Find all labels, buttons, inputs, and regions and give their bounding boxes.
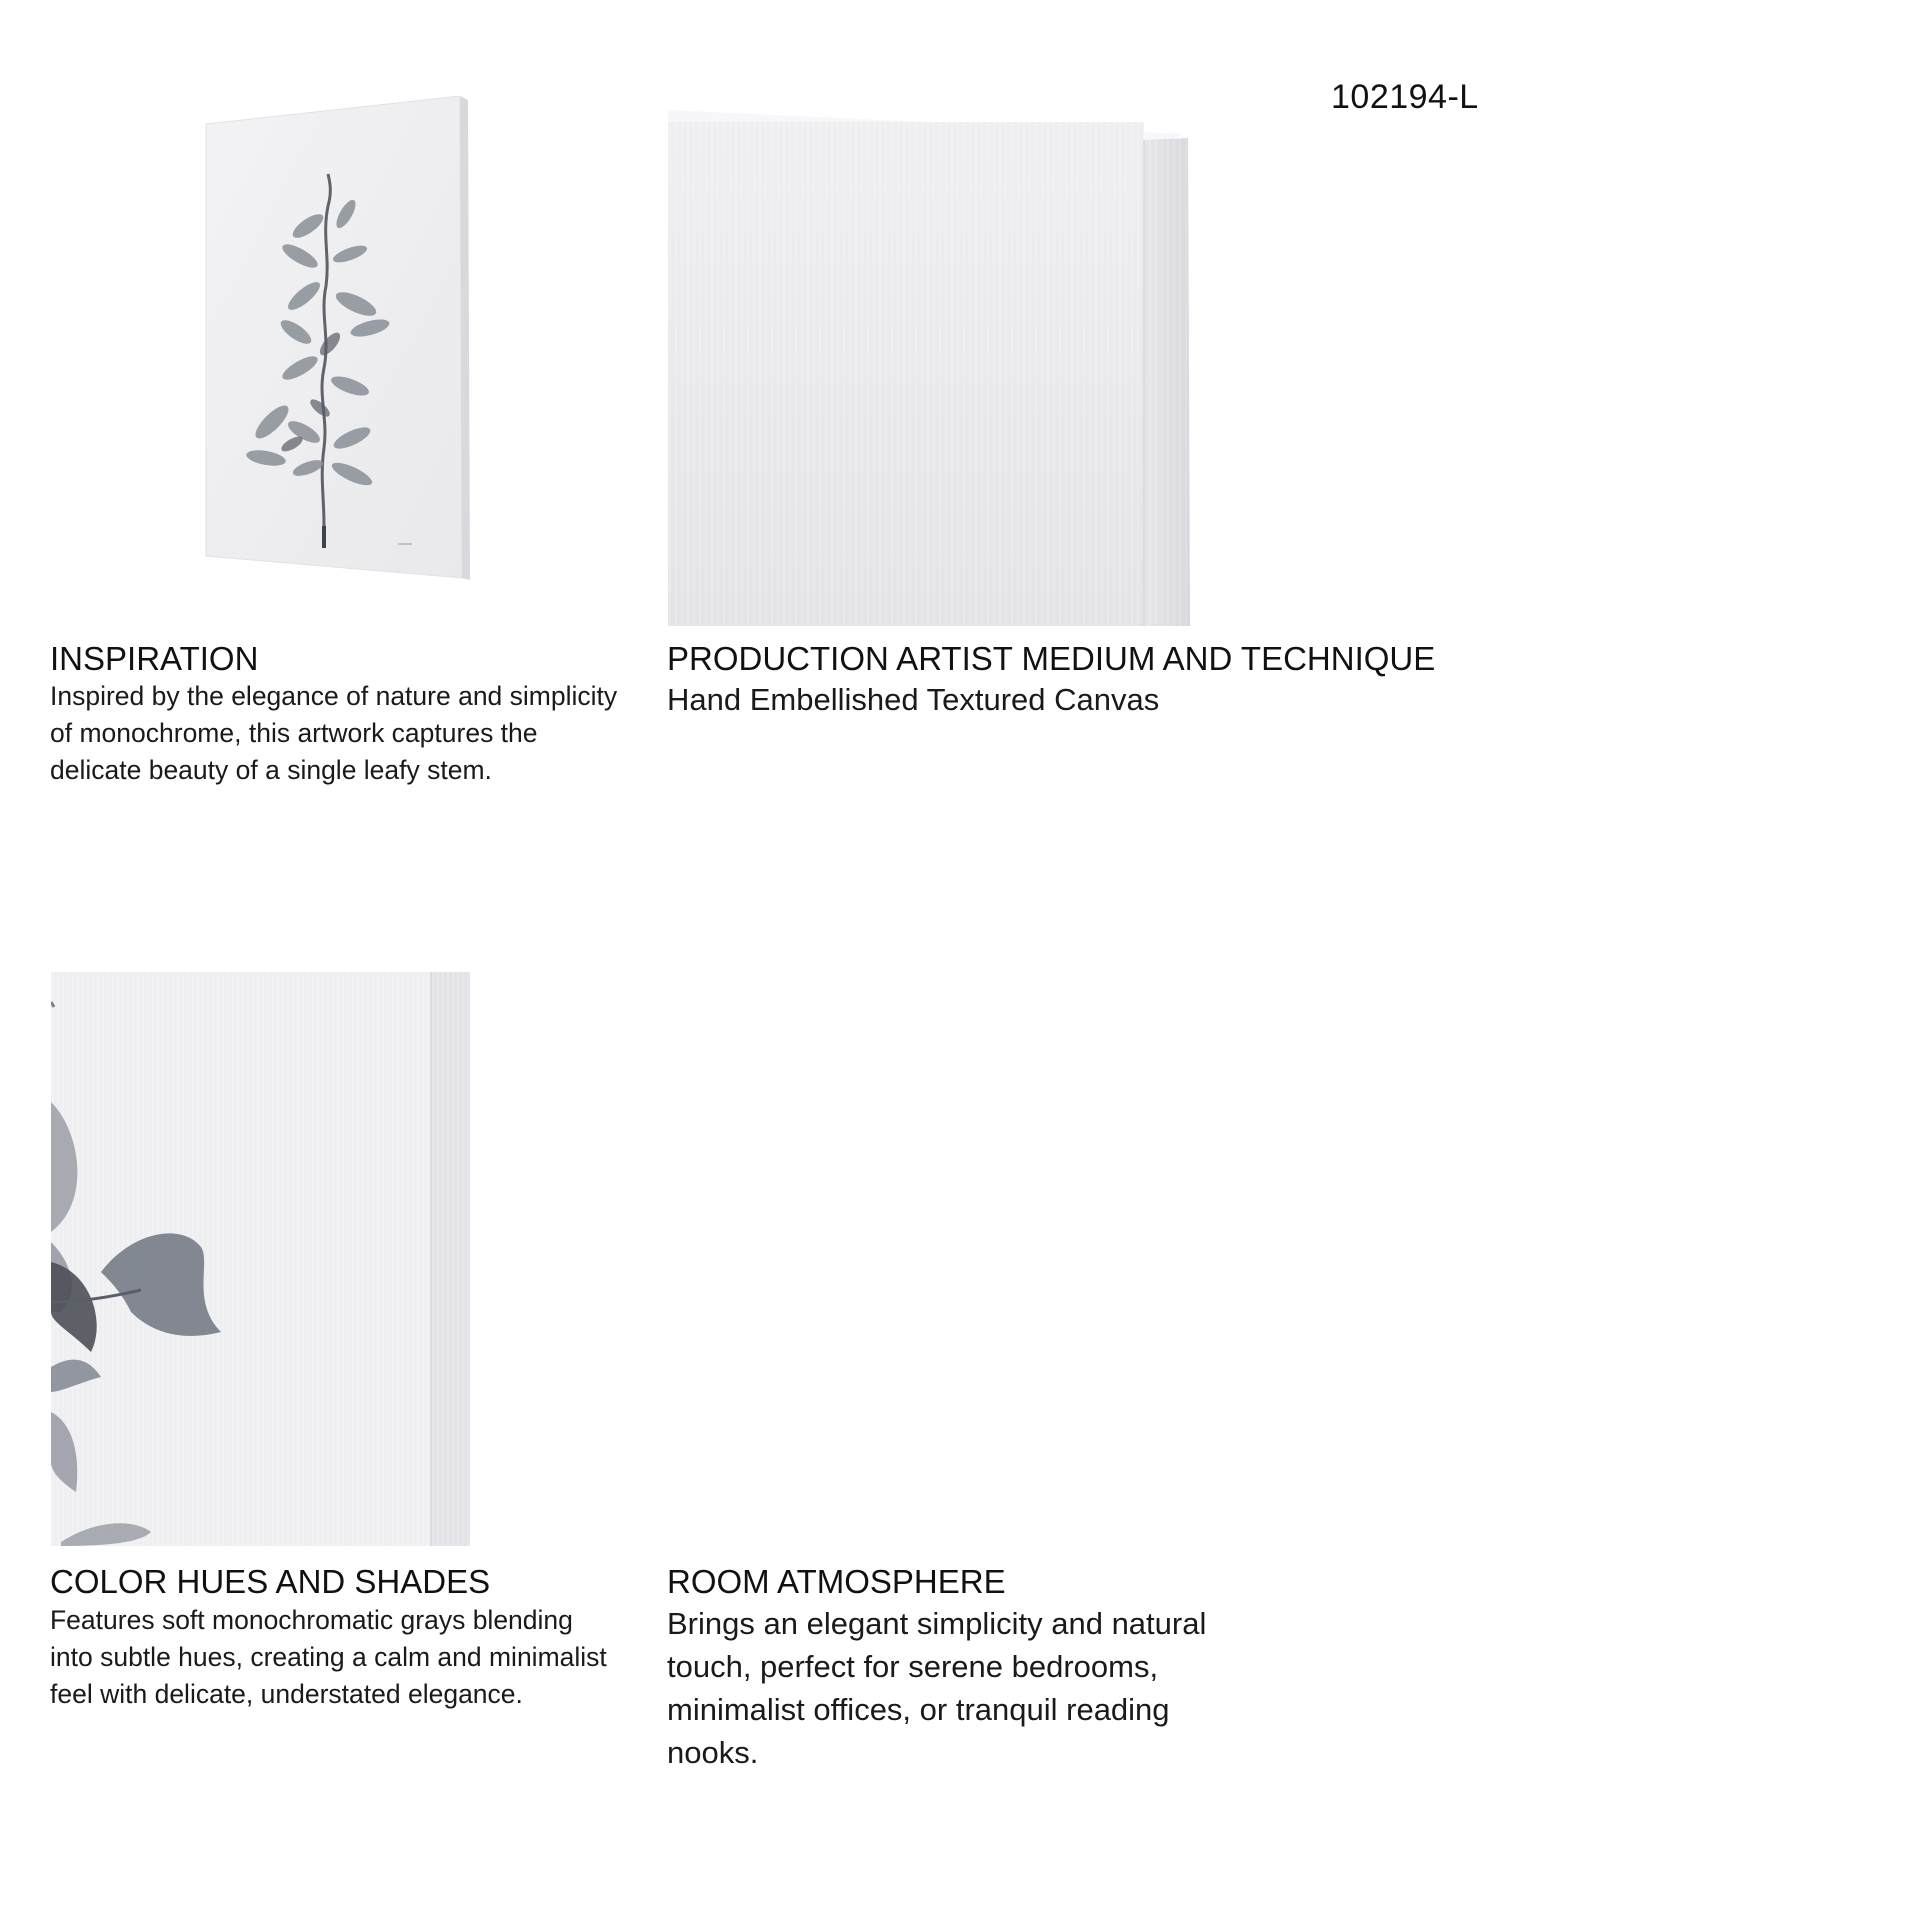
production-heading: PRODUCTION ARTIST MEDIUM AND TECHNIQUE	[667, 640, 1436, 677]
color-detail-image	[51, 972, 470, 1546]
inspiration-body: Inspired by the elegance of nature and simplicity of monochrome, this artwork captures the delicate beauty of a single leafy stem.	[50, 681, 618, 785]
room-body: Brings an elegant simplicity and natural touch, perfect for serene bedrooms, minimalist offices, or tranquil reading nooks.	[667, 1606, 1207, 1770]
product-code: 102194-L	[1331, 78, 1479, 116]
color-heading: COLOR HUES AND SHADES	[50, 1563, 491, 1600]
main-canvas-image	[200, 96, 472, 580]
inspiration-heading: INSPIRATION	[50, 640, 259, 677]
production-body: Hand Embellished Textured Canvas	[667, 682, 1160, 717]
color-body: Features soft monochromatic grays blending into subtle hues, creating a calm and minimalist feel with delicate, understated elegance.	[50, 1605, 607, 1709]
edge-detail-image	[668, 110, 1190, 626]
room-heading: ROOM ATMOSPHERE	[667, 1563, 1006, 1600]
